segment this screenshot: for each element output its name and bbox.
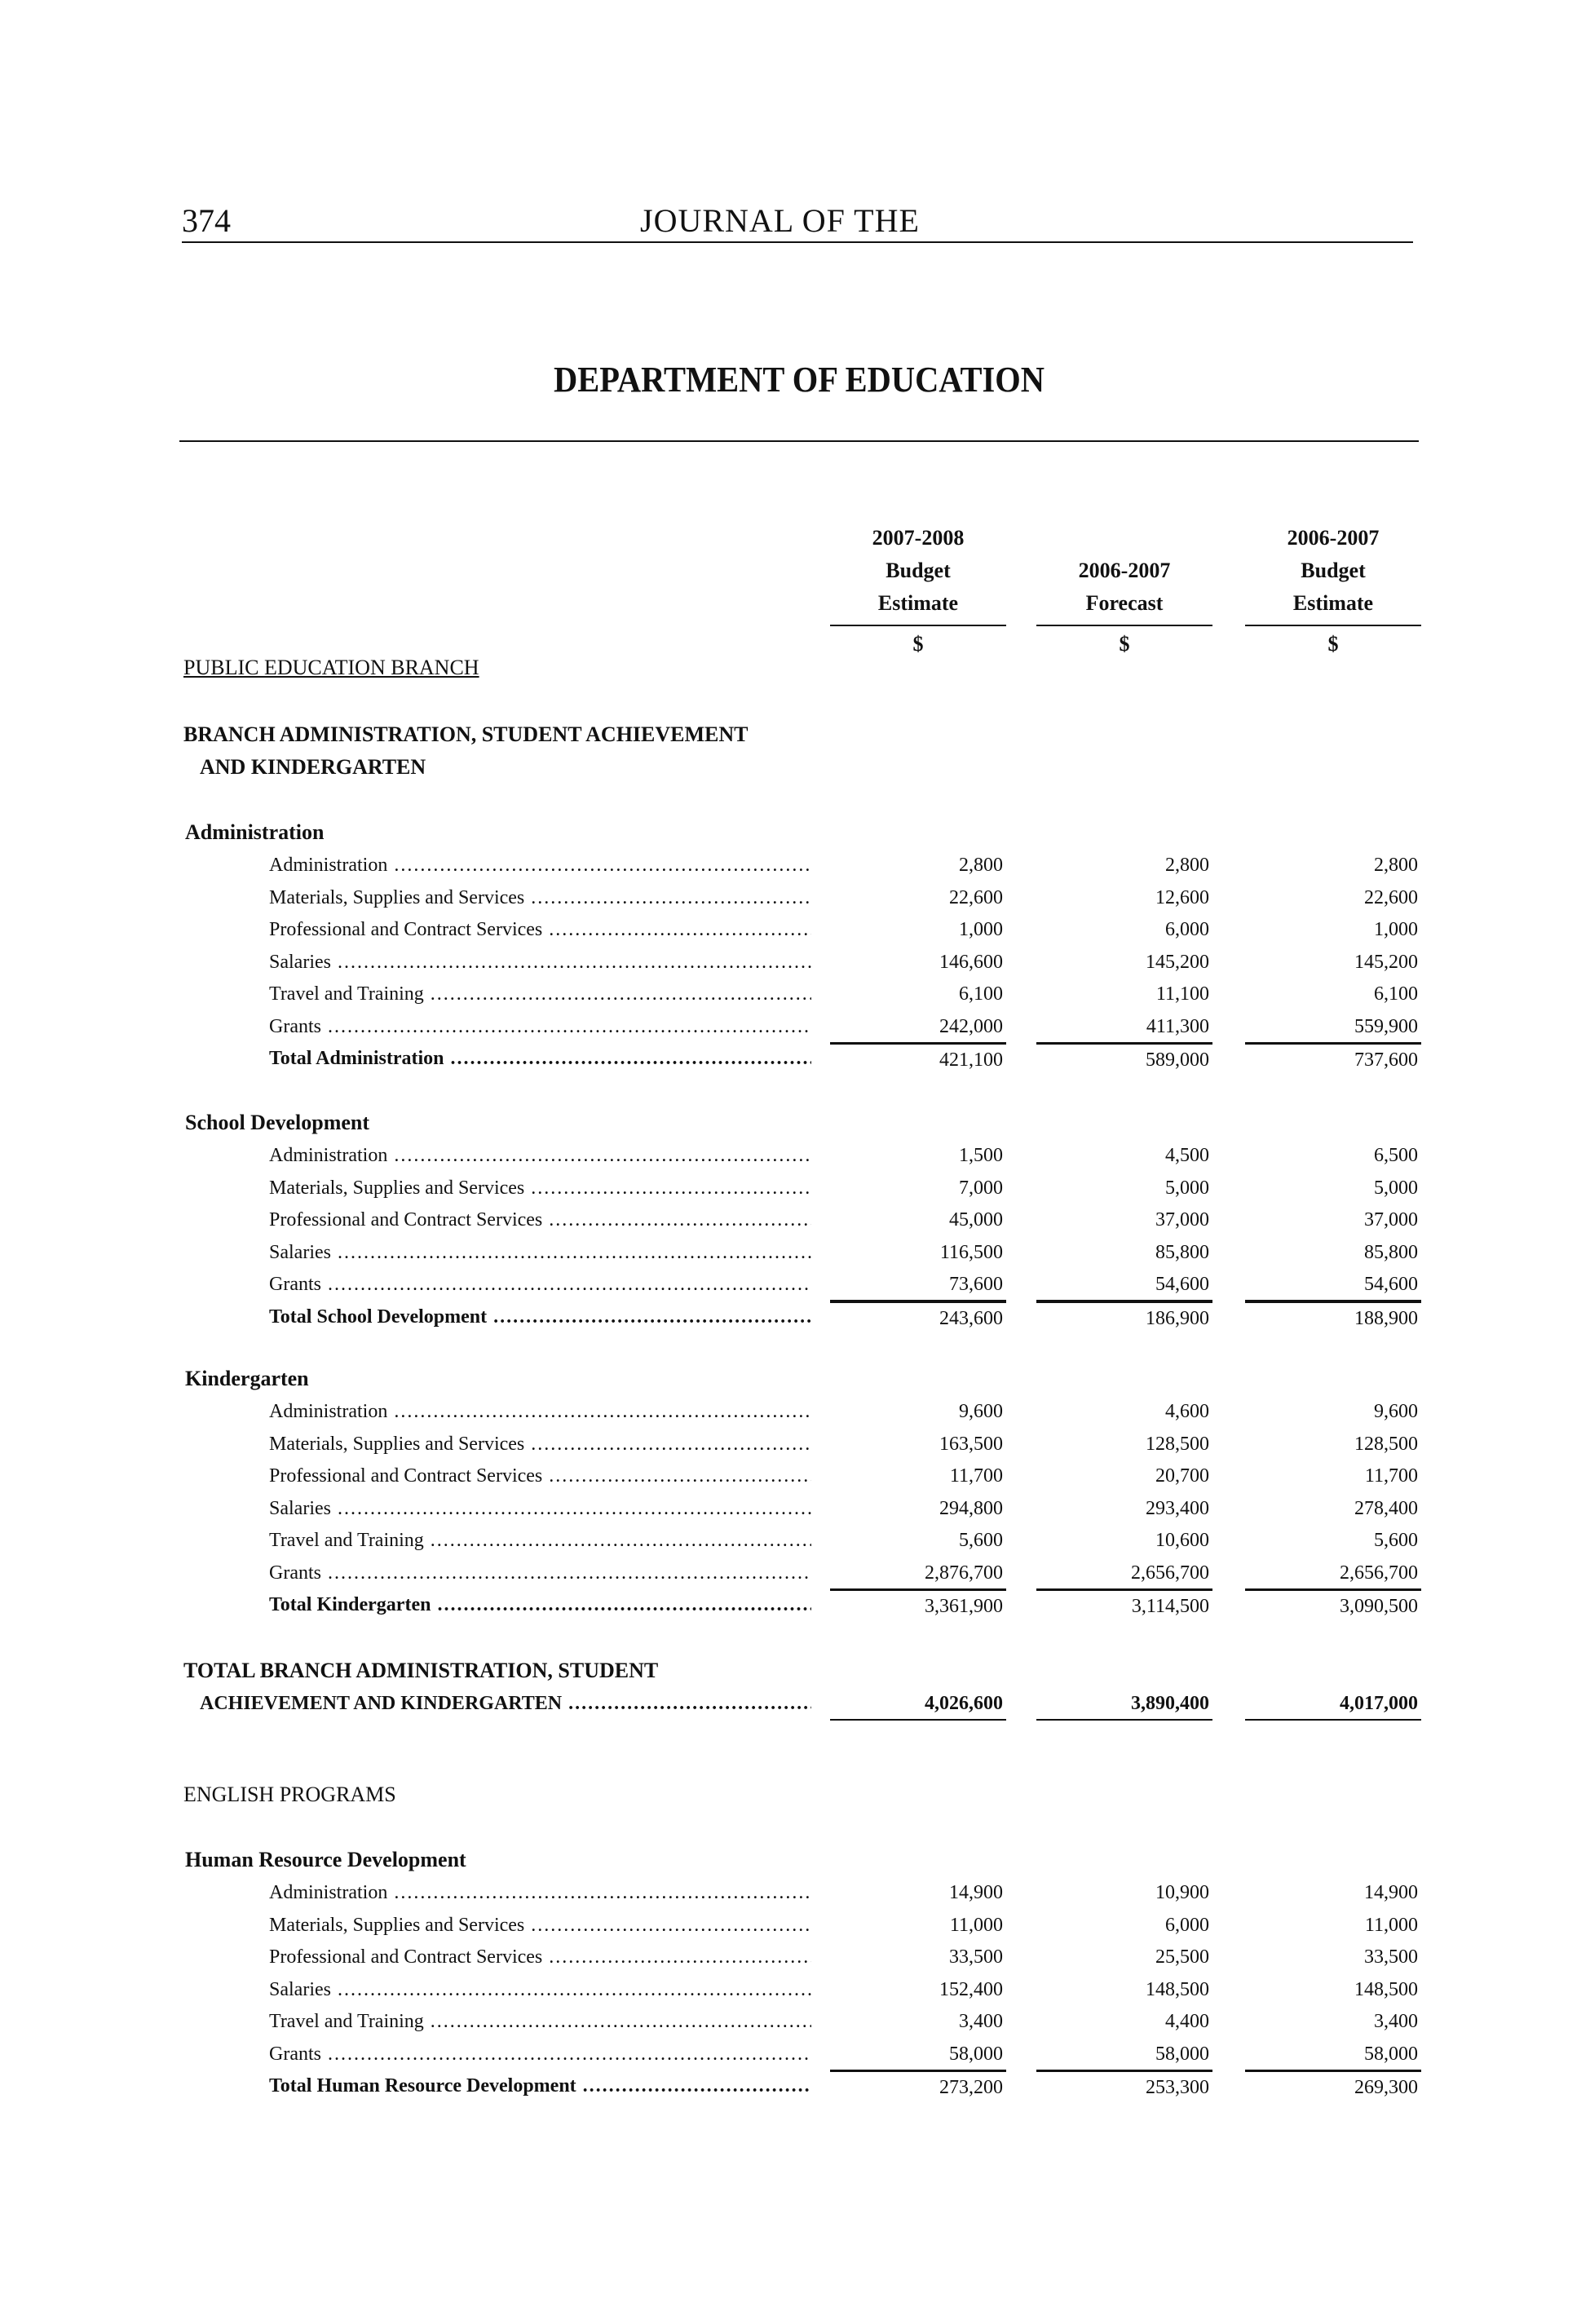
table-row xyxy=(0,1525,1590,1556)
amount-cell: 559,900 xyxy=(1245,1011,1421,1044)
amount-cell: 58,000 xyxy=(1245,2039,1421,2071)
running-title: JOURNAL OF THE xyxy=(640,202,920,239)
amount-cell: 6,100 xyxy=(1374,983,1418,1005)
row-label: Professional and Contract Services ..... xyxy=(269,914,811,945)
amount-cell: 737,600 xyxy=(1245,1043,1421,1076)
amount-cell: 3,090,500 xyxy=(1245,1589,1421,1622)
amount-cell: 116,500 xyxy=(939,1241,1003,1263)
amount-cell: 6,100 xyxy=(959,983,1003,1005)
amount-cell: 6,000 xyxy=(1165,1914,1209,1936)
table-row xyxy=(0,1396,1590,1427)
row-label: ACHIEVEMENT AND KINDERGARTEN ..... xyxy=(200,1688,811,1719)
amount-cell: 4,026,600 xyxy=(830,1688,1006,1721)
row-label: Total Administration ..... xyxy=(269,1043,811,1074)
table-row xyxy=(0,850,1590,881)
amount-cell: 2,656,700 xyxy=(1245,1557,1421,1590)
amount-cell: 128,500 xyxy=(1354,1433,1418,1455)
amount-cell: 2,876,700 xyxy=(830,1557,1006,1590)
amount-cell: 9,600 xyxy=(1374,1401,1418,1422)
total-row xyxy=(0,2070,1590,2101)
amount-cell: 1,500 xyxy=(959,1145,1003,1166)
amount-cell: 5,600 xyxy=(1374,1530,1418,1551)
row-label: Total Human Resource Development ..... xyxy=(269,2070,811,2101)
title-rule xyxy=(179,440,1419,442)
total-row xyxy=(0,1589,1590,1620)
grand-total-row xyxy=(0,1688,1590,1719)
amount-cell: 4,500 xyxy=(1165,1145,1209,1166)
table-row xyxy=(0,1140,1590,1171)
amount-cell: 243,600 xyxy=(830,1301,1006,1334)
column-header-line: 2007-2008 xyxy=(872,526,965,550)
amount-cell: 145,200 xyxy=(1354,951,1418,973)
amount-cell: 186,900 xyxy=(1036,1301,1212,1334)
amount-cell: 3,361,900 xyxy=(830,1589,1006,1622)
branch-heading: PUBLIC EDUCATION BRANCH xyxy=(183,656,479,679)
row-label: Professional and Contract Services ..... xyxy=(269,1942,811,1973)
amount-cell: 3,400 xyxy=(1374,2011,1418,2032)
table-row xyxy=(0,882,1590,913)
amount-cell: 33,500 xyxy=(949,1946,1003,1968)
table-row xyxy=(0,1204,1590,1235)
division-heading: BRANCH ADMINISTRATION, STUDENT ACHIEVEMENT xyxy=(183,722,749,746)
table-row xyxy=(0,1011,1590,1042)
table-row xyxy=(0,914,1590,945)
table-row xyxy=(0,2039,1590,2070)
amount-cell: 242,000 xyxy=(830,1011,1006,1044)
table-row xyxy=(0,1877,1590,1908)
amount-cell: 37,000 xyxy=(1364,1209,1418,1230)
amount-cell: 148,500 xyxy=(1354,1978,1418,2000)
amount-cell: 54,600 xyxy=(1036,1269,1212,1301)
amount-cell: 148,500 xyxy=(1146,1978,1209,2000)
amount-cell: 128,500 xyxy=(1146,1433,1209,1455)
column-header-line xyxy=(1036,522,1212,554)
table-row xyxy=(0,1493,1590,1524)
division-heading: AND KINDERGARTEN xyxy=(200,755,426,779)
amount-cell: 2,800 xyxy=(1374,855,1418,876)
amount-cell: 589,000 xyxy=(1036,1043,1212,1076)
amount-cell: 58,000 xyxy=(1036,2039,1212,2071)
column-header-2006-2007-budget xyxy=(1245,522,1421,661)
section-title: School Development xyxy=(185,1111,370,1134)
row-label: Salaries ..... xyxy=(269,947,811,978)
amount-cell: 163,500 xyxy=(939,1433,1003,1455)
amount-cell: 273,200 xyxy=(830,2070,1006,2103)
total-row xyxy=(0,1301,1590,1332)
row-label: Administration ..... xyxy=(269,1396,811,1427)
amount-cell: 22,600 xyxy=(1364,886,1418,908)
row-label: Grants ..... xyxy=(269,1557,811,1588)
amount-cell: 3,890,400 xyxy=(1036,1688,1212,1721)
table-row xyxy=(0,947,1590,978)
column-unit: $ xyxy=(1036,625,1212,661)
amount-cell: 11,700 xyxy=(1364,1465,1418,1487)
table-row xyxy=(0,1237,1590,1268)
row-label: Total School Development ..... xyxy=(269,1301,811,1332)
row-label: Travel and Training ..... xyxy=(269,1525,811,1556)
amount-cell: 145,200 xyxy=(1146,951,1209,973)
row-label: Grants ..... xyxy=(269,1269,811,1300)
amount-cell: 2,656,700 xyxy=(1036,1557,1212,1590)
amount-cell: 11,000 xyxy=(949,1914,1003,1936)
section-title: Kindergarten xyxy=(185,1367,309,1390)
table-row xyxy=(0,1942,1590,1973)
row-label: Materials, Supplies and Services ..... xyxy=(269,1910,811,1941)
column-header-line: Budget xyxy=(1301,559,1366,582)
amount-cell: 152,400 xyxy=(939,1978,1003,2000)
column-header-2006-2007-forecast xyxy=(1036,522,1212,661)
amount-cell: 5,000 xyxy=(1374,1177,1418,1199)
row-label: Materials, Supplies and Services ..... xyxy=(269,1429,811,1460)
section-title: Human Resource Development xyxy=(185,1848,466,1871)
amount-cell: 14,900 xyxy=(1364,1882,1418,1903)
row-label: Travel and Training ..... xyxy=(269,979,811,1010)
page-header xyxy=(182,201,1413,243)
amount-cell: 3,400 xyxy=(959,2011,1003,2032)
amount-cell: 14,900 xyxy=(949,1882,1003,1903)
column-header-line: Estimate xyxy=(1292,591,1374,615)
amount-cell: 411,300 xyxy=(1036,1011,1212,1044)
section-title: Administration xyxy=(185,820,325,844)
amount-cell: 253,300 xyxy=(1036,2070,1212,2103)
amount-cell: 421,100 xyxy=(830,1043,1006,1076)
amount-cell: 269,300 xyxy=(1245,2070,1421,2103)
amount-cell: 11,100 xyxy=(1155,983,1209,1005)
amount-cell: 37,000 xyxy=(1155,1209,1209,1230)
column-unit: $ xyxy=(830,625,1006,661)
document-title: DEPARTMENT OF EDUCATION xyxy=(553,360,1045,400)
amount-cell: 5,600 xyxy=(959,1530,1003,1551)
row-label: Salaries ..... xyxy=(269,1237,811,1268)
table-row xyxy=(0,1460,1590,1491)
amount-cell: 45,000 xyxy=(949,1209,1003,1230)
column-header-line: 2006-2007 xyxy=(1078,559,1171,582)
amount-cell: 5,000 xyxy=(1165,1177,1209,1199)
amount-cell: 58,000 xyxy=(830,2039,1006,2071)
amount-cell: 294,800 xyxy=(939,1497,1003,1519)
amount-cell: 11,000 xyxy=(1364,1914,1418,1936)
row-label: Materials, Supplies and Services ..... xyxy=(269,882,811,913)
amount-cell: 9,600 xyxy=(959,1401,1003,1422)
amount-cell: 3,114,500 xyxy=(1036,1589,1212,1622)
row-label: Total Kindergarten ..... xyxy=(269,1589,811,1620)
row-label: Salaries ..... xyxy=(269,1974,811,2005)
english-programs-heading: ENGLISH PROGRAMS xyxy=(183,1783,396,1806)
table-row xyxy=(0,1910,1590,1941)
amount-cell: 85,800 xyxy=(1155,1241,1209,1263)
table-row xyxy=(0,979,1590,1010)
amount-cell: 2,800 xyxy=(959,855,1003,876)
amount-cell: 188,900 xyxy=(1245,1301,1421,1334)
amount-cell: 278,400 xyxy=(1354,1497,1418,1519)
amount-cell: 6,000 xyxy=(1165,919,1209,940)
row-label: Professional and Contract Services ..... xyxy=(269,1460,811,1491)
amount-cell: 11,700 xyxy=(949,1465,1003,1487)
table-row xyxy=(0,2006,1590,2037)
row-label: Administration ..... xyxy=(269,1877,811,1908)
amount-cell: 20,700 xyxy=(1155,1465,1209,1487)
amount-cell: 25,500 xyxy=(1155,1946,1209,1968)
amount-cell: 22,600 xyxy=(949,886,1003,908)
table-row xyxy=(0,1429,1590,1460)
page-number: 374 xyxy=(182,202,231,239)
row-label: Grants ..... xyxy=(269,1011,811,1042)
column-unit: $ xyxy=(1245,625,1421,661)
row-label: Materials, Supplies and Services ..... xyxy=(269,1173,811,1204)
amount-cell: 10,600 xyxy=(1155,1530,1209,1551)
amount-cell: 85,800 xyxy=(1364,1241,1418,1263)
amount-cell: 7,000 xyxy=(959,1177,1003,1199)
column-header-2007-2008-budget xyxy=(830,522,1006,661)
amount-cell: 4,600 xyxy=(1165,1401,1209,1422)
total-row xyxy=(0,1043,1590,1074)
column-header-line: Budget xyxy=(886,559,951,582)
column-header-line: Forecast xyxy=(1085,591,1164,615)
row-label: Administration ..... xyxy=(269,850,811,881)
amount-cell: 1,000 xyxy=(1374,919,1418,940)
amount-cell: 4,400 xyxy=(1165,2011,1209,2032)
amount-cell: 293,400 xyxy=(1146,1497,1209,1519)
amount-cell: 54,600 xyxy=(1245,1269,1421,1301)
amount-cell: 6,500 xyxy=(1374,1145,1418,1166)
row-label: Grants ..... xyxy=(269,2039,811,2070)
column-header-line: Estimate xyxy=(877,591,959,615)
amount-cell: 33,500 xyxy=(1364,1946,1418,1968)
table-row xyxy=(0,1974,1590,2005)
table-row xyxy=(0,1557,1590,1588)
amount-cell: 12,600 xyxy=(1155,886,1209,908)
table-row xyxy=(0,1269,1590,1300)
amount-cell: 10,900 xyxy=(1155,1882,1209,1903)
row-label: Professional and Contract Services ..... xyxy=(269,1204,811,1235)
row-label: Travel and Training ..... xyxy=(269,2006,811,2037)
row-label: Administration ..... xyxy=(269,1140,811,1171)
amount-cell: 146,600 xyxy=(939,951,1003,973)
grand-total-heading: TOTAL BRANCH ADMINISTRATION, STUDENT xyxy=(183,1659,659,1682)
table-row xyxy=(0,1173,1590,1204)
column-header-line: 2006-2007 xyxy=(1287,526,1380,550)
row-label: Salaries ..... xyxy=(269,1493,811,1524)
amount-cell: 1,000 xyxy=(959,919,1003,940)
amount-cell: 4,017,000 xyxy=(1245,1688,1421,1721)
amount-cell: 73,600 xyxy=(830,1269,1006,1301)
amount-cell: 2,800 xyxy=(1165,855,1209,876)
